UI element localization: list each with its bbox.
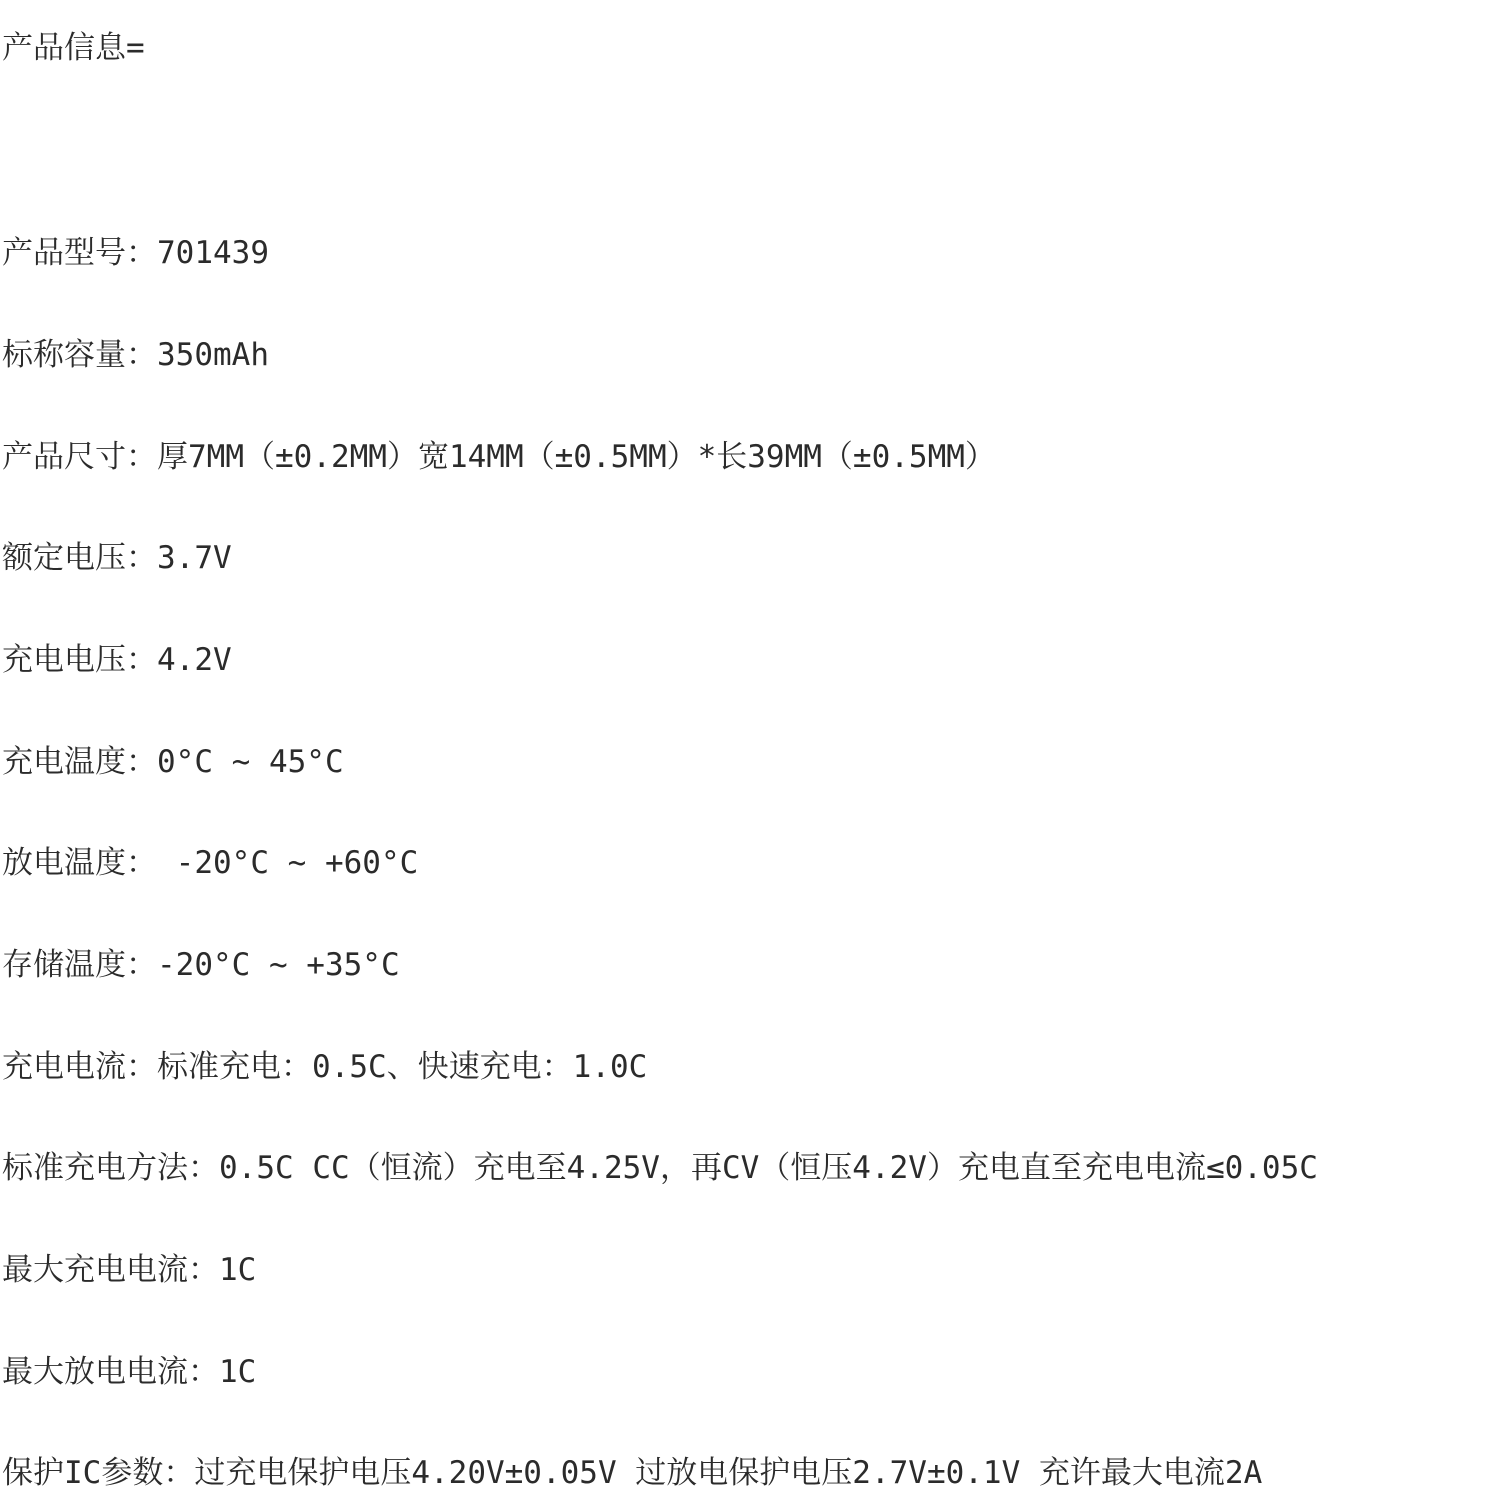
spec-discharge-temperature: 放电温度： -20°C ~ +60°C [2, 845, 419, 881]
spec-protection-ic: 保护IC参数：过充电保护电压4.20V±0.05V 过放电保护电压2.7V±0.1V 充许最大电流2A [2, 1455, 1263, 1491]
spec-dimensions: 产品尺寸：厚7MM（±0.2MM）宽14MM（±0.5MM）*长39MM（±0.5MM） [2, 439, 996, 475]
spec-max-discharge-current: 最大放电电流：1C [2, 1354, 257, 1390]
spec-capacity: 标称容量：350mAh [2, 337, 269, 373]
spec-charge-current: 充电电流：标准充电：0.5C、快速充电：1.0C [2, 1049, 648, 1085]
spec-rated-voltage: 额定电压：3.7V [2, 540, 232, 576]
spec-max-charge-current: 最大充电电流：1C [2, 1252, 257, 1288]
spec-model: 产品型号：701439 [2, 235, 269, 271]
spec-charge-temperature: 充电温度：0°C ~ 45°C [2, 744, 344, 780]
document-heading: 产品信息= [2, 30, 145, 66]
spec-storage-temperature: 存储温度：-20°C ~ +35°C [2, 947, 400, 983]
spec-charge-voltage: 充电电压：4.2V [2, 642, 232, 678]
spec-standard-charge-method: 标准充电方法：0.5C CC（恒流）充电至4.25V，再CV（恒压4.2V）充电直至充电电流≤0.05C [2, 1150, 1318, 1186]
